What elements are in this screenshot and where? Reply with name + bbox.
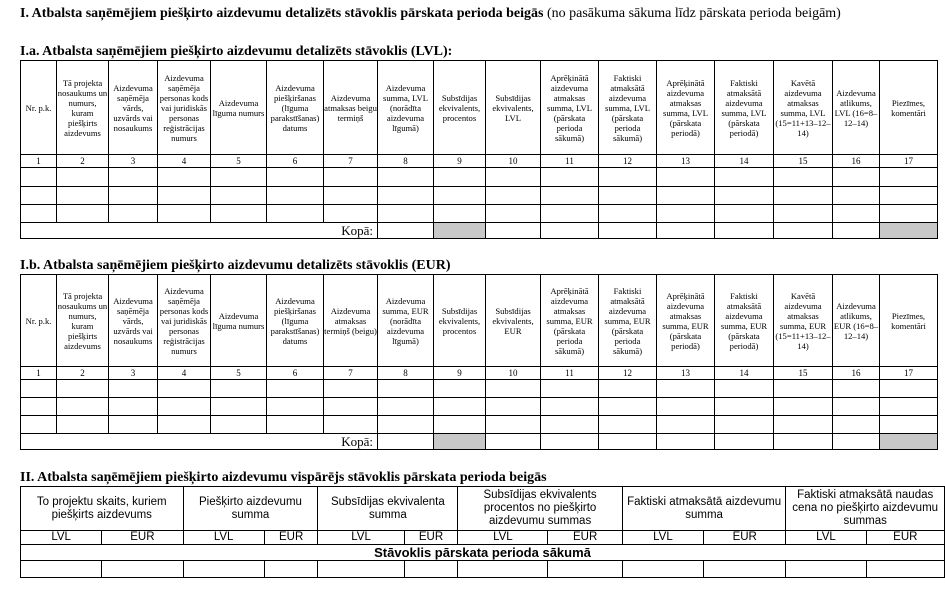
total-cell[interactable] [378,434,434,450]
column-header: Aprēķinātā aizdevuma atmaksas summa, EUR (pārskata perioda sākumā) [541,275,599,367]
table-row [21,416,938,434]
table-cell[interactable] [541,380,599,398]
column-number: 17 [880,155,938,168]
table-cell[interactable] [622,561,703,578]
table-cell[interactable] [599,187,657,205]
column-header: Piezīmes, komentāri [880,61,938,155]
section-ii-heading: II. Atbalsta saņēmējiem piešķirto aizdevumu vispārējs stāvoklis pārskata perioda beigās [20,470,547,485]
table-cell[interactable] [715,205,774,223]
total-label: Kopā: [21,223,378,239]
table-cell[interactable] [486,380,541,398]
total-cell-shaded [434,223,486,239]
total-cell[interactable] [378,223,434,239]
table-cell[interactable] [267,380,324,398]
table-cell[interactable] [715,416,774,434]
table-cell[interactable] [324,187,378,205]
table-cell[interactable] [486,168,541,187]
table-cell[interactable] [486,398,541,416]
column-number: 13 [657,367,715,380]
header-row [21,61,938,155]
table-cell[interactable] [211,380,267,398]
table-cell[interactable] [880,168,938,187]
table-cell[interactable] [57,187,109,205]
table-cell[interactable] [434,380,486,398]
column-number-row [21,155,938,168]
column-header: Aizdevuma atmaksas termiņš (beigu) [324,275,378,367]
table-cell[interactable] [57,380,109,398]
column-number: 8 [378,367,434,380]
column-header: Aizdevuma atmaksas beigu termiņš [324,61,378,155]
table-row [21,398,938,416]
column-header: Subsīdijas ekvivalents, EUR [486,275,541,367]
column-header: Kavētā aizdevuma atmaksas summa, LVL (15=11+13–12–14) [774,61,833,155]
header-row [21,275,938,367]
total-cell[interactable] [541,434,599,450]
table-cell[interactable] [880,187,938,205]
table-cell[interactable] [434,187,486,205]
table-cell[interactable] [774,380,833,398]
currency-label: EUR [102,531,183,545]
column-header: Aprēķinātā aizdevuma atmaksas summa, EUR (pārskata periodā) [657,275,715,367]
total-cell[interactable] [833,434,880,450]
table-cell[interactable] [657,398,715,416]
table-cell[interactable] [378,398,434,416]
column-number: 3 [109,367,158,380]
column-number: 2 [57,367,109,380]
table-cell[interactable] [158,205,211,223]
total-cell[interactable] [774,434,833,450]
table-cell[interactable] [599,398,657,416]
column-header: Aizdevuma saņēmēja vārds, uzvārds vai nosaukums [109,275,158,367]
column-header: Aizdevuma līguma numurs [211,275,267,367]
table-cell[interactable] [264,561,318,578]
table-cell[interactable] [324,398,378,416]
column-number: 10 [486,155,541,168]
column-header: Nr. p.k. [21,275,57,367]
table-cell[interactable] [158,168,211,187]
column-number: 6 [267,367,324,380]
table-cell[interactable] [715,168,774,187]
column-header: Aizdevuma saņēmēja vārds, uzvārds vai nosaukums [109,61,158,155]
table-cell[interactable] [458,561,548,578]
table-cell[interactable] [833,187,880,205]
band-row [21,545,945,561]
column-number: 5 [211,155,267,168]
table-cell[interactable] [774,398,833,416]
summary-header: Subsīdijas ekvivalenta summa [318,487,458,531]
column-number: 5 [211,367,267,380]
total-cell-shaded [880,434,938,450]
column-header: Aprēķinātā aizdevuma atmaksas summa, LVL (pārskata perioda sākumā) [541,61,599,155]
column-number: 14 [715,155,774,168]
table-cell[interactable] [786,561,866,578]
table-cell[interactable] [657,380,715,398]
table-cell[interactable] [211,416,267,434]
table-cell[interactable] [657,187,715,205]
table-cell[interactable] [21,416,57,434]
table-row [21,205,938,223]
table-cell[interactable] [599,205,657,223]
column-header: Piezīmes, komentāri [880,275,938,367]
column-header: Aizdevuma saņēmēja personas kods vai juridiskās personas reģistrācijas numurs [158,275,211,367]
table-cell[interactable] [109,416,158,434]
table-cell[interactable] [21,205,57,223]
total-cell[interactable] [833,223,880,239]
table-cell[interactable] [267,187,324,205]
total-label: Kopā: [21,434,378,450]
table-cell[interactable] [541,205,599,223]
table-cell[interactable] [102,561,183,578]
column-header: Subsīdijas ekvivalents, LVL [486,61,541,155]
table-cell[interactable] [109,205,158,223]
table-cell[interactable] [318,561,404,578]
table-cell[interactable] [541,416,599,434]
table-cell[interactable] [833,380,880,398]
table-cell[interactable] [548,561,622,578]
table-cell[interactable] [21,168,57,187]
table-cell[interactable] [109,380,158,398]
table-cell[interactable] [21,398,57,416]
column-header: Aizdevuma piešķiršanas (līguma parakstīšanas) datums [267,61,324,155]
table-cell[interactable] [880,205,938,223]
table-cell[interactable] [715,398,774,416]
section-b-table [20,274,938,450]
table-cell[interactable] [21,380,57,398]
table-cell[interactable] [486,187,541,205]
column-number: 13 [657,155,715,168]
table-cell[interactable] [267,416,324,434]
currency-label: EUR [866,531,944,545]
table-cell[interactable] [57,416,109,434]
currency-row [21,531,945,545]
currency-label: EUR [548,531,622,545]
table-cell[interactable] [833,168,880,187]
table-cell[interactable] [880,398,938,416]
table-cell[interactable] [599,380,657,398]
table-cell[interactable] [324,205,378,223]
summary-header: Piešķirto aizdevumu summa [183,487,318,531]
table-row [21,168,938,187]
column-number: 11 [541,367,599,380]
table-cell[interactable] [109,168,158,187]
total-cell[interactable] [774,223,833,239]
table-cell[interactable] [158,398,211,416]
table-cell[interactable] [378,205,434,223]
period-start-band: Stāvoklis pārskata perioda sākumā [21,545,945,561]
summary-header: Faktiski atmaksātā aizdevumu summa [622,487,786,531]
table-cell[interactable] [833,416,880,434]
column-header: Faktiski atmaksātā aizdevuma summa, LVL (pārskata perioda sākumā) [599,61,657,155]
table-cell[interactable] [599,168,657,187]
total-cell[interactable] [599,434,657,450]
currency-label: EUR [404,531,458,545]
table-cell[interactable] [211,398,267,416]
column-number: 2 [57,155,109,168]
table-cell[interactable] [833,205,880,223]
table-cell[interactable] [880,416,938,434]
column-number: 17 [880,367,938,380]
total-cell[interactable] [715,434,774,450]
table-cell[interactable] [324,416,378,434]
column-header: Subsīdijas ekvivalents, procentos [434,61,486,155]
currency-label: LVL [786,531,866,545]
table-cell[interactable] [378,380,434,398]
table-cell[interactable] [486,416,541,434]
summary-header-row [21,487,945,531]
column-number: 12 [599,367,657,380]
table-cell[interactable] [57,398,109,416]
table-cell[interactable] [657,416,715,434]
column-header: Nr. p.k. [21,61,57,155]
total-cell-shaded [880,223,938,239]
column-number: 4 [158,155,211,168]
table-cell[interactable] [434,398,486,416]
table-cell[interactable] [57,205,109,223]
column-number: 15 [774,155,833,168]
table-cell[interactable] [541,168,599,187]
table-cell[interactable] [183,561,264,578]
table-cell[interactable] [434,416,486,434]
column-number: 6 [267,155,324,168]
table-cell[interactable] [833,398,880,416]
section-a-table [20,60,938,239]
table-cell[interactable] [434,205,486,223]
column-number: 3 [109,155,158,168]
table-cell[interactable] [324,168,378,187]
column-header: Faktiski atmaksātā aizdevuma summa, EUR (pārskata periodā) [715,275,774,367]
column-number: 4 [158,367,211,380]
summary-header: To projektu skaits, kuriem piešķirts aizdevums [21,487,184,531]
table-cell[interactable] [109,398,158,416]
title-note: (no pasākuma sākuma līdz pārskata perioda beigām) [543,6,841,21]
column-header: Subsīdijas ekvivalents, procentos [434,275,486,367]
currency-label: LVL [318,531,404,545]
table-cell[interactable] [378,168,434,187]
column-number: 11 [541,155,599,168]
column-number-row [21,367,938,380]
column-header: Aizdevuma piešķiršanas (līguma parakstīšanas) datums [267,275,324,367]
table-cell[interactable] [267,168,324,187]
section-a-heading: I.a. Atbalsta saņēmējiem piešķirto aizdevumu detalizēts stāvoklis (LVL): [20,44,453,59]
total-cell-shaded [434,434,486,450]
section-b-heading: I.b. Atbalsta saņēmējiem piešķirto aizdevumu detalizēts stāvoklis (EUR) [20,258,451,273]
table-cell[interactable] [158,380,211,398]
table-cell[interactable] [21,561,102,578]
table-cell[interactable] [880,380,938,398]
total-cell[interactable] [599,223,657,239]
column-header: Aizdevuma summa, EUR (norādīta aizdevuma līgumā) [378,275,434,367]
currency-label: LVL [183,531,264,545]
column-number: 14 [715,367,774,380]
column-header: Aizdevuma summa, LVL (norādīta aizdevuma līgumā) [378,61,434,155]
table-cell[interactable] [158,416,211,434]
column-header: Aizdevuma saņēmēja personas kods vai juridiskās personas reģistrācijas numurs [158,61,211,155]
table-cell[interactable] [774,187,833,205]
table-cell[interactable] [774,416,833,434]
currency-label: LVL [458,531,548,545]
column-number: 7 [324,155,378,168]
table-cell[interactable] [774,168,833,187]
table-cell[interactable] [57,168,109,187]
table-cell[interactable] [541,398,599,416]
table-cell[interactable] [378,416,434,434]
column-number: 10 [486,367,541,380]
column-number: 1 [21,367,57,380]
column-number: 16 [833,155,880,168]
table-cell[interactable] [486,205,541,223]
column-header: Tā projekta nosaukums un numurs, kuram piešķirts aizdevums [57,275,109,367]
table-row [21,380,938,398]
table-cell[interactable] [704,561,786,578]
column-header: Aizdevuma līguma numurs [211,61,267,155]
column-number: 12 [599,155,657,168]
title-bold: I. Atbalsta saņēmējiem piešķirto aizdevumu detalizēts stāvoklis pārskata perioda beigās [20,6,544,21]
currency-label: LVL [622,531,703,545]
currency-label: EUR [264,531,318,545]
column-number: 9 [434,155,486,168]
column-header: Kavētā aizdevuma atmaksas summa, EUR (15=11+13–12–14) [774,275,833,367]
table-cell[interactable] [21,187,57,205]
column-number: 9 [434,367,486,380]
table-row [21,187,938,205]
table-cell[interactable] [715,187,774,205]
total-cell[interactable] [657,223,715,239]
table-row [21,561,945,578]
column-number: 1 [21,155,57,168]
column-header: Aprēķinātā aizdevuma atmaksas summa, LVL (pārskata periodā) [657,61,715,155]
table-cell[interactable] [267,205,324,223]
table-cell[interactable] [267,398,324,416]
table-cell[interactable] [211,187,267,205]
page-title [20,6,841,22]
currency-label: EUR [704,531,786,545]
total-cell[interactable] [657,434,715,450]
table-cell[interactable] [774,205,833,223]
column-number: 15 [774,367,833,380]
table-cell[interactable] [599,416,657,434]
column-header: Aizdevuma atlikums, LVL (16=8–12–14) [833,61,880,155]
column-header: Faktiski atmaksātā aizdevuma summa, LVL (pārskata periodā) [715,61,774,155]
total-row [21,223,938,239]
table-cell[interactable] [378,187,434,205]
table-cell[interactable] [211,168,267,187]
table-cell[interactable] [324,380,378,398]
table-cell[interactable] [109,187,158,205]
table-cell[interactable] [404,561,458,578]
table-cell[interactable] [866,561,944,578]
table-cell[interactable] [657,205,715,223]
column-header: Faktiski atmaksātā aizdevuma summa, EUR (pārskata perioda sākumā) [599,275,657,367]
total-cell[interactable] [541,223,599,239]
table-cell[interactable] [541,187,599,205]
table-cell[interactable] [211,205,267,223]
column-number: 8 [378,155,434,168]
column-number: 7 [324,367,378,380]
column-number: 16 [833,367,880,380]
table-cell[interactable] [657,168,715,187]
total-row [21,434,938,450]
table-cell[interactable] [158,187,211,205]
table-cell[interactable] [434,168,486,187]
column-header: Tā projekta nosaukums un numurs, kuram piešķirts aizdevums [57,61,109,155]
summary-header: Subsīdijas ekvivalents procentos no piešķirto aizdevumu summas [458,487,623,531]
table-cell[interactable] [715,380,774,398]
total-cell[interactable] [486,434,541,450]
total-cell[interactable] [715,223,774,239]
currency-label: LVL [21,531,102,545]
section-ii-table [20,486,945,578]
summary-header: Faktiski atmaksātā naudas cena no piešķirto aizdevumu summas [786,487,945,531]
total-cell[interactable] [486,223,541,239]
column-header: Aizdevuma atlikums, EUR (16=8–12–14) [833,275,880,367]
